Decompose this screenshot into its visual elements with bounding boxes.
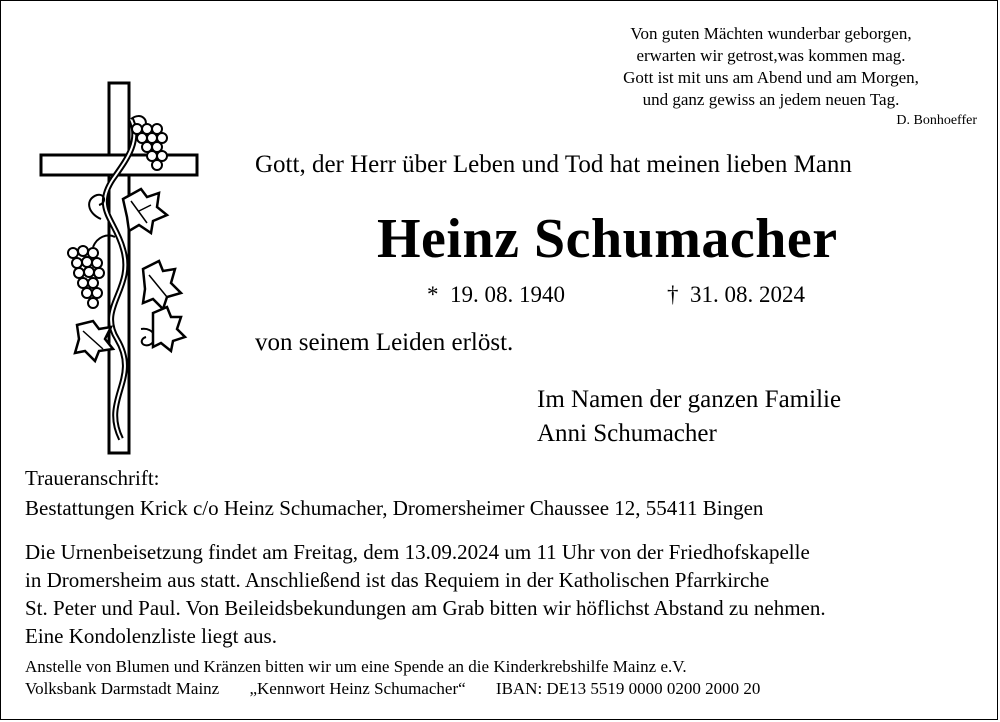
poem-author: D. Bonhoeffer [896, 113, 977, 128]
funeral-info [25, 538, 826, 650]
intro-text: Gott, der Herr über Leben und Tod hat meinen lieben Mann [255, 151, 852, 178]
donation-line: Anstelle von Blumen und Kränzen bitten wir um eine Spende an die Kinderkrebshilfe Mainz e.V. [25, 657, 687, 676]
donation-account [25, 678, 786, 700]
info-line: Die Urnenbeisetzung findet am Freitag, dem 13.09.2024 um 11 Uhr von der Friedhofskapelle [25, 540, 810, 564]
info-line: Eine Kondolenzliste liegt aus. [25, 624, 277, 648]
widow-name: Anni Schumacher [537, 420, 717, 447]
death-date-value: 31. 08. 2024 [690, 282, 805, 307]
birth-date-value: 19. 08. 1940 [450, 282, 565, 307]
address-label: Traueranschrift: [25, 466, 160, 490]
released-text: von seinem Leiden erlöst. [255, 329, 514, 356]
cross-with-grapevine-icon [31, 79, 201, 459]
birth-date [427, 282, 565, 308]
donation-info [25, 656, 786, 700]
cross-symbol: † [667, 282, 679, 307]
death-date [667, 282, 805, 308]
bank-name: Volksbank Darmstadt Mainz [25, 679, 220, 698]
birth-symbol: * [427, 282, 439, 307]
poem-line: Gott ist mit uns am Abend und am Morgen, [623, 68, 919, 87]
poem [561, 23, 981, 111]
info-line: St. Peter und Paul. Von Beileidsbekundungen am Grab bitten wir höflichst Abstand zu nehmen. [25, 596, 826, 620]
family-line: Im Namen der ganzen Familie [537, 386, 842, 413]
poem-line: und ganz gewiss an jedem neuen Tag. [642, 90, 900, 109]
poem-line: erwarten wir getrost,was kommen mag. [636, 46, 906, 65]
poem-line: Von guten Mächten wunderbar geborgen, [630, 24, 912, 43]
iban: IBAN: DE13 5519 0000 0200 2000 20 [495, 679, 761, 698]
address-text: Bestattungen Krick c/o Heinz Schumacher, Dromersheimer Chaussee 12, 55411 Bingen [25, 496, 764, 520]
deceased-name: Heinz Schumacher [377, 208, 838, 270]
mourning-address [25, 463, 763, 523]
family-signature [537, 383, 841, 451]
donation-keyword: „Kennwort Heinz Schumacher“ [249, 679, 466, 698]
info-line: in Dromersheim aus statt. Anschließend ist das Requiem in der Katholischen Pfarrkirche [25, 568, 770, 592]
